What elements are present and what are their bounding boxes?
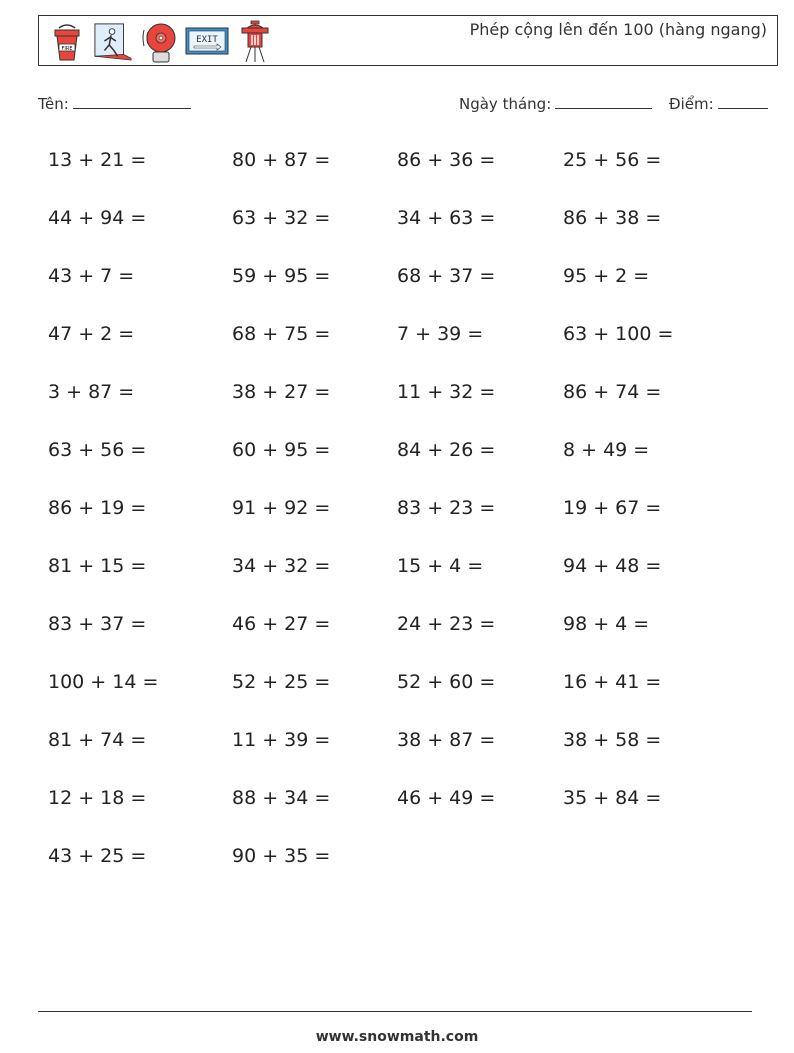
svg-text:FIRE: FIRE xyxy=(61,46,73,52)
problem-item: 84 + 26 = xyxy=(397,439,496,461)
exit-sign-icon xyxy=(185,21,229,63)
problem-item: 34 + 63 = xyxy=(397,207,496,229)
problem-item: 91 + 92 = xyxy=(232,497,331,519)
problem-item: 46 + 27 = xyxy=(232,613,331,635)
problem-item: 43 + 7 = xyxy=(48,265,135,287)
problem-item: 38 + 58 = xyxy=(563,729,662,751)
footer-divider xyxy=(38,1011,752,1012)
problem-item: 63 + 32 = xyxy=(232,207,331,229)
score-field xyxy=(669,94,768,113)
problem-item: 43 + 25 = xyxy=(48,845,147,867)
problem-item: 60 + 95 = xyxy=(232,439,331,461)
worksheet-header xyxy=(38,15,778,66)
problem-item: 34 + 32 = xyxy=(232,555,331,577)
problem-item: 46 + 49 = xyxy=(397,787,496,809)
problem-item: 19 + 67 = xyxy=(563,497,662,519)
score-blank xyxy=(718,94,768,109)
worksheet-title: Phép cộng lên đến 100 (hàng ngang) xyxy=(469,20,767,39)
svg-text:EXIT: EXIT xyxy=(196,35,218,45)
footer-url: www.snowmath.com xyxy=(315,1029,479,1045)
problem-item: 98 + 4 = xyxy=(563,613,650,635)
problem-item: 16 + 41 = xyxy=(563,671,662,693)
fire-bucket-icon xyxy=(47,21,87,63)
fire-hydrant-icon xyxy=(235,21,275,63)
name-field xyxy=(38,94,191,113)
fire-alarm-bell-icon xyxy=(139,21,179,63)
problem-item: 59 + 95 = xyxy=(232,265,331,287)
problem-item: 83 + 37 = xyxy=(48,613,147,635)
date-label: Ngày tháng: xyxy=(459,95,552,113)
problem-item: 15 + 4 = xyxy=(397,555,484,577)
problem-item: 68 + 75 = xyxy=(232,323,331,345)
problem-item: 86 + 74 = xyxy=(563,381,662,403)
problem-item: 11 + 32 = xyxy=(397,381,496,403)
problem-item: 25 + 56 = xyxy=(563,149,662,171)
problem-item: 7 + 39 = xyxy=(397,323,484,345)
header-icons xyxy=(47,20,275,64)
problem-item: 81 + 15 = xyxy=(48,555,147,577)
problem-item: 35 + 84 = xyxy=(563,787,662,809)
problem-item: 81 + 74 = xyxy=(48,729,147,751)
problem-item: 80 + 87 = xyxy=(232,149,331,171)
problem-item: 52 + 25 = xyxy=(232,671,331,693)
score-label: Điểm: xyxy=(669,95,714,113)
problem-item: 47 + 2 = xyxy=(48,323,135,345)
emergency-exit-door-icon xyxy=(93,21,133,63)
date-field xyxy=(459,94,652,113)
name-blank xyxy=(73,94,191,109)
problem-item: 63 + 56 = xyxy=(48,439,147,461)
name-label: Tên: xyxy=(38,95,69,113)
problem-item: 11 + 39 = xyxy=(232,729,331,751)
problem-item: 24 + 23 = xyxy=(397,613,496,635)
problem-item: 38 + 27 = xyxy=(232,381,331,403)
problem-item: 94 + 48 = xyxy=(563,555,662,577)
problem-item: 3 + 87 = xyxy=(48,381,135,403)
problem-item: 90 + 35 = xyxy=(232,845,331,867)
problem-item: 100 + 14 = xyxy=(48,671,159,693)
problem-item: 8 + 49 = xyxy=(563,439,650,461)
problem-item: 44 + 94 = xyxy=(48,207,147,229)
problem-item: 13 + 21 = xyxy=(48,149,147,171)
problem-item: 63 + 100 = xyxy=(563,323,674,345)
problem-item: 68 + 37 = xyxy=(397,265,496,287)
problem-item: 38 + 87 = xyxy=(397,729,496,751)
problem-item: 83 + 23 = xyxy=(397,497,496,519)
problem-item: 88 + 34 = xyxy=(232,787,331,809)
problem-item: 52 + 60 = xyxy=(397,671,496,693)
problem-item: 86 + 36 = xyxy=(397,149,496,171)
problem-item: 12 + 18 = xyxy=(48,787,147,809)
problem-item: 95 + 2 = xyxy=(563,265,650,287)
problem-item: 86 + 38 = xyxy=(563,207,662,229)
date-blank xyxy=(555,94,652,109)
problem-item: 86 + 19 = xyxy=(48,497,147,519)
